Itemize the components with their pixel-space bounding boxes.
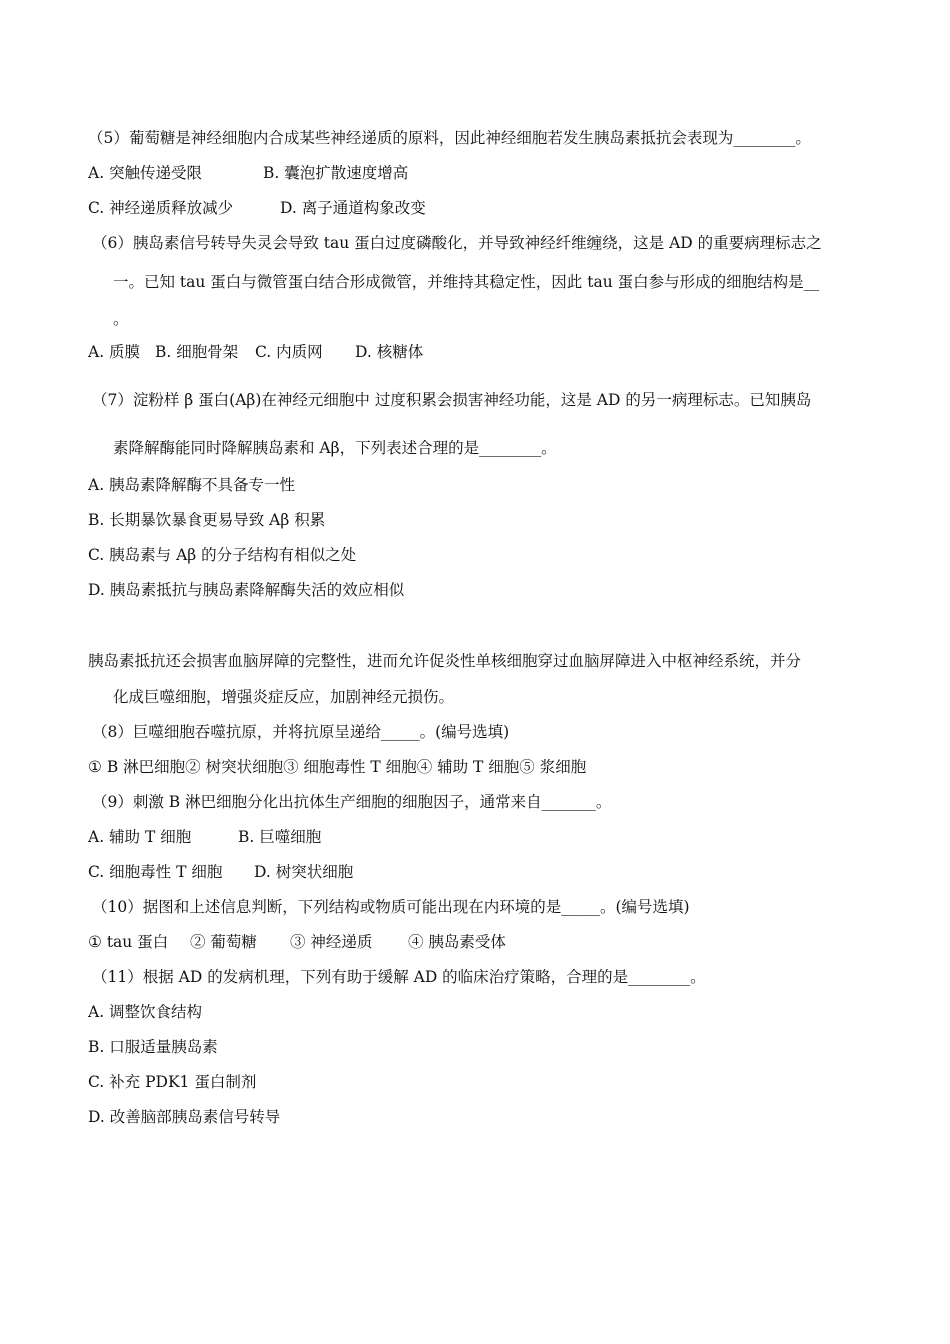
q7-option-a: A. 胰岛素降解酶不具备专一性: [88, 476, 296, 494]
q7-option-d: D. 胰岛素抵抗与胰岛素降解酶失活的效应相似: [88, 581, 405, 599]
q6-option-b: B. 细胞骨架: [155, 343, 239, 361]
q6-stem-line3: 。: [113, 310, 129, 328]
q6-stem-line2: 一。已知 tau 蛋白与微管蛋白结合形成微管，并维持其稳定性，因此 tau 蛋白参与形成的细胞结构是__: [113, 273, 820, 291]
q11-option-c: C. 补充 PDK1 蛋白制剂: [88, 1073, 257, 1091]
q5-option-b: B. 囊泡扩散速度增高: [263, 164, 409, 182]
q10-option-4: ④ 胰岛素受体: [408, 933, 506, 951]
q10-stem: （10）据图和上述信息判断，下列结构或物质可能出现在内环境的是_____。(编号选填): [92, 898, 690, 916]
q9-option-d: D. 树突状细胞: [254, 863, 354, 881]
q6-option-d: D. 核糖体: [355, 343, 424, 361]
q10-option-1: ① tau 蛋白: [88, 933, 169, 951]
q6-stem-line1: （6）胰岛素信号转导失灵会导致 tau 蛋白过度磷酸化，并导致神经纤维缠绕，这是 AD 的重要病理标志之: [92, 234, 822, 252]
q9-option-b: B. 巨噬细胞: [238, 828, 322, 846]
q5-option-c: C. 神经递质释放减少: [88, 199, 234, 217]
passage-line1: 胰岛素抵抗还会损害血脑屏障的完整性，进而允许促炎性单核细胞穿过血脑屏障进入中枢神经系统，并分: [88, 652, 802, 670]
q9-option-c: C. 细胞毒性 T 细胞: [88, 863, 223, 881]
q7-stem-line1: （7）淀粉样 β 蛋白(Aβ)在神经元细胞中 过度积累会损害神经功能，这是 AD 的另一病理标志。已知胰岛: [92, 391, 812, 409]
q11-option-d: D. 改善脑部胰岛素信号转导: [88, 1108, 281, 1126]
q6-option-a: A. 质膜: [88, 343, 141, 361]
q10-option-2: ② 葡萄糖: [190, 933, 257, 951]
q5-stem: （5）葡萄糖是神经细胞内合成某些神经递质的原料，因此神经细胞若发生胰岛素抵抗会表现为________。: [88, 129, 811, 147]
q11-option-b: B. 口服适量胰岛素: [88, 1038, 218, 1056]
q7-option-c: C. 胰岛素与 Aβ 的分子结构有相似之处: [88, 546, 357, 564]
q7-option-b: B. 长期暴饮暴食更易导致 Aβ 积累: [88, 511, 326, 529]
q5-option-d: D. 离子通道构象改变: [280, 199, 426, 217]
q9-stem: （9）刺激 B 淋巴细胞分化出抗体生产细胞的细胞因子，通常来自_______。: [92, 793, 612, 811]
passage-line2: 化成巨噬细胞，增强炎症反应，加剧神经元损伤。: [113, 688, 455, 706]
q6-option-c: C. 内质网: [255, 343, 323, 361]
q9-option-a: A. 辅助 T 细胞: [88, 828, 192, 846]
q8-options: ① B 淋巴细胞② 树突状细胞③ 细胞毒性 T 细胞④ 辅助 T 细胞⑤ 浆细胞: [88, 758, 587, 776]
q10-option-3: ③ 神经递质: [290, 933, 373, 951]
q8-stem: （8）巨噬细胞吞噬抗原，并将抗原呈递给_____。(编号选填): [92, 723, 510, 741]
q5-option-a: A. 突触传递受限: [88, 164, 203, 182]
q11-stem: （11）根据 AD 的发病机理，下列有助于缓解 AD 的临床治疗策略，合理的是________。: [92, 968, 706, 986]
q11-option-a: A. 调整饮食结构: [88, 1003, 203, 1021]
q7-stem-line2: 素降解酶能同时降解胰岛素和 Aβ，下列表述合理的是________。: [113, 439, 557, 457]
